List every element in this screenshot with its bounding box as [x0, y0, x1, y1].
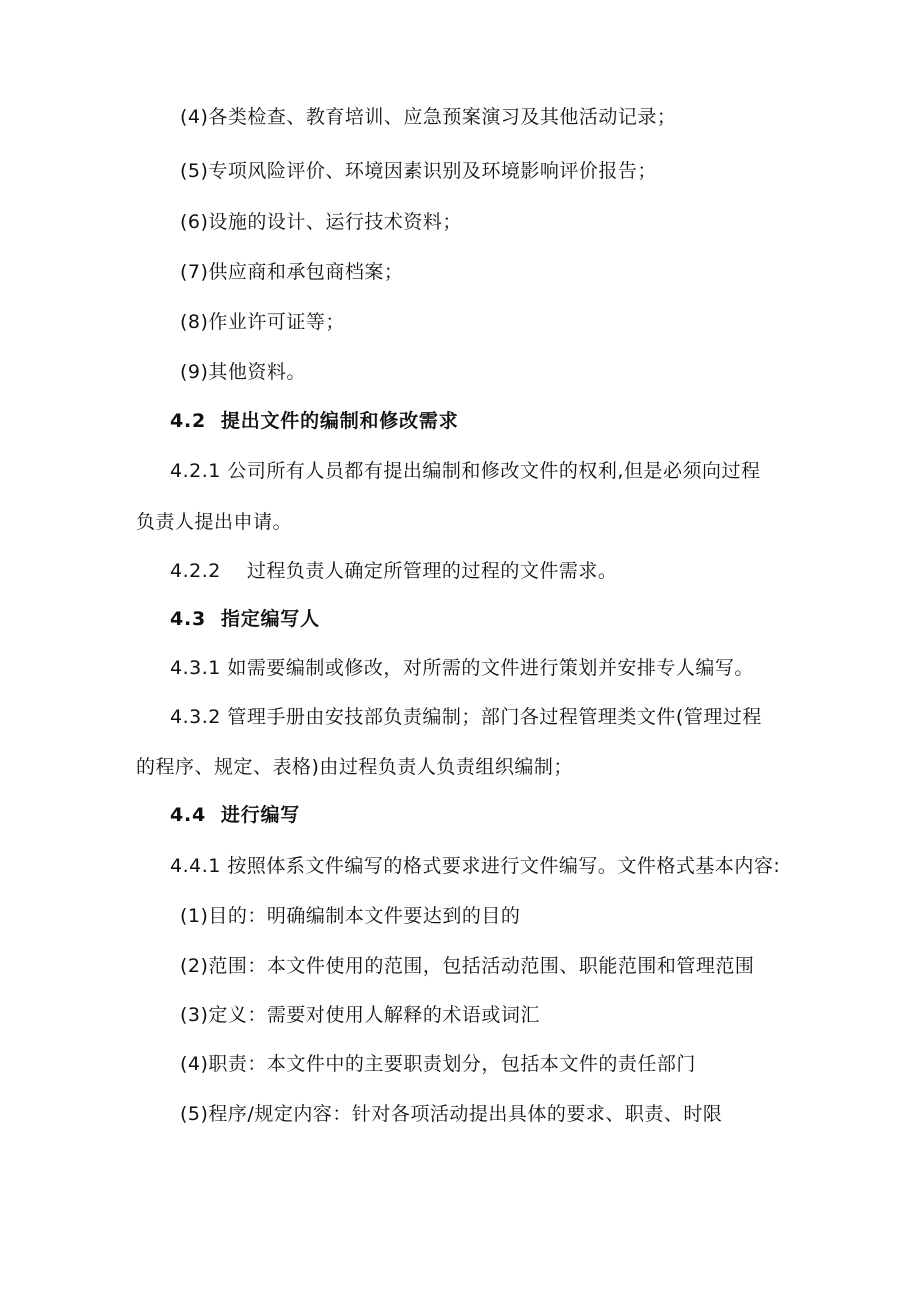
list-item: (8)作业许可证等； [180, 311, 345, 333]
list-item: (2)范围：本文件使用的范围，包括活动范围、职能范围和管理范围 [180, 955, 755, 977]
paragraph-4-4-1 [170, 853, 780, 879]
paragraph-text: 按照体系文件编写的格式要求进行文件编写。文件格式基本内容: [227, 855, 781, 877]
paragraph-text: 如需要编制或修改，对所需的文件进行策划并安排专人编写。 [227, 657, 754, 679]
list-item: (1)目的：明确编制本文件要达到的目的 [180, 905, 521, 927]
list-item: (4)职责：本文件中的主要职责划分，包括本文件的责任部门 [180, 1053, 696, 1075]
paragraph-number: 4.2.1 [170, 460, 221, 482]
section-title: 指定编写人 [220, 608, 320, 630]
paragraph-text: 公司所有人员都有提出编制和修改文件的权利,但是必须向过程 [227, 460, 761, 482]
paragraph-continuation: 的程序、规定、表格)由过程负责人负责组织编制； [136, 756, 573, 778]
section-number: 4.4 [170, 804, 207, 826]
list-item: (4)各类检查、教育培训、应急预案演习及其他活动记录； [180, 106, 677, 128]
paragraph-number: 4.4.1 [170, 855, 221, 877]
list-item: (5)专项风险评价、环境因素识别及环境影响评价报告； [180, 160, 657, 182]
paragraph-4-2-1 [170, 458, 760, 484]
paragraph-4-3-1 [170, 655, 754, 681]
section-number: 4.2 [170, 410, 207, 432]
list-item: (7)供应商和承包商档案； [180, 261, 404, 283]
list-item: (6)设施的设计、运行技术资料； [180, 211, 462, 233]
paragraph-4-2-2 [170, 558, 617, 584]
section-title: 进行编写 [220, 804, 301, 826]
paragraph-number: 4.2.2 [170, 560, 221, 582]
list-item: (3)定义：需要对使用人解释的术语或词汇 [180, 1004, 540, 1026]
list-item: (9)其他资料。 [180, 361, 306, 383]
list-item: (5)程序/规定内容：针对各项活动提出具体的要求、职责、时限 [180, 1103, 723, 1125]
section-number: 4.3 [170, 608, 207, 630]
paragraph-number: 4.3.1 [170, 657, 221, 679]
section-heading-4-2 [170, 408, 459, 434]
section-heading-4-4 [170, 802, 300, 828]
section-title: 提出文件的编制和修改需求 [220, 410, 459, 432]
section-heading-4-3 [170, 606, 320, 632]
paragraph-number: 4.3.2 [170, 706, 221, 728]
paragraph-text: 管理手册由安技部负责编制；部门各过程管理类文件(管理过程 [227, 706, 762, 728]
paragraph-4-3-2 [170, 704, 762, 730]
paragraph-continuation: 负责人提出申请。 [136, 511, 293, 533]
paragraph-text: 过程负责人确定所管理的过程的文件需求。 [246, 560, 618, 582]
